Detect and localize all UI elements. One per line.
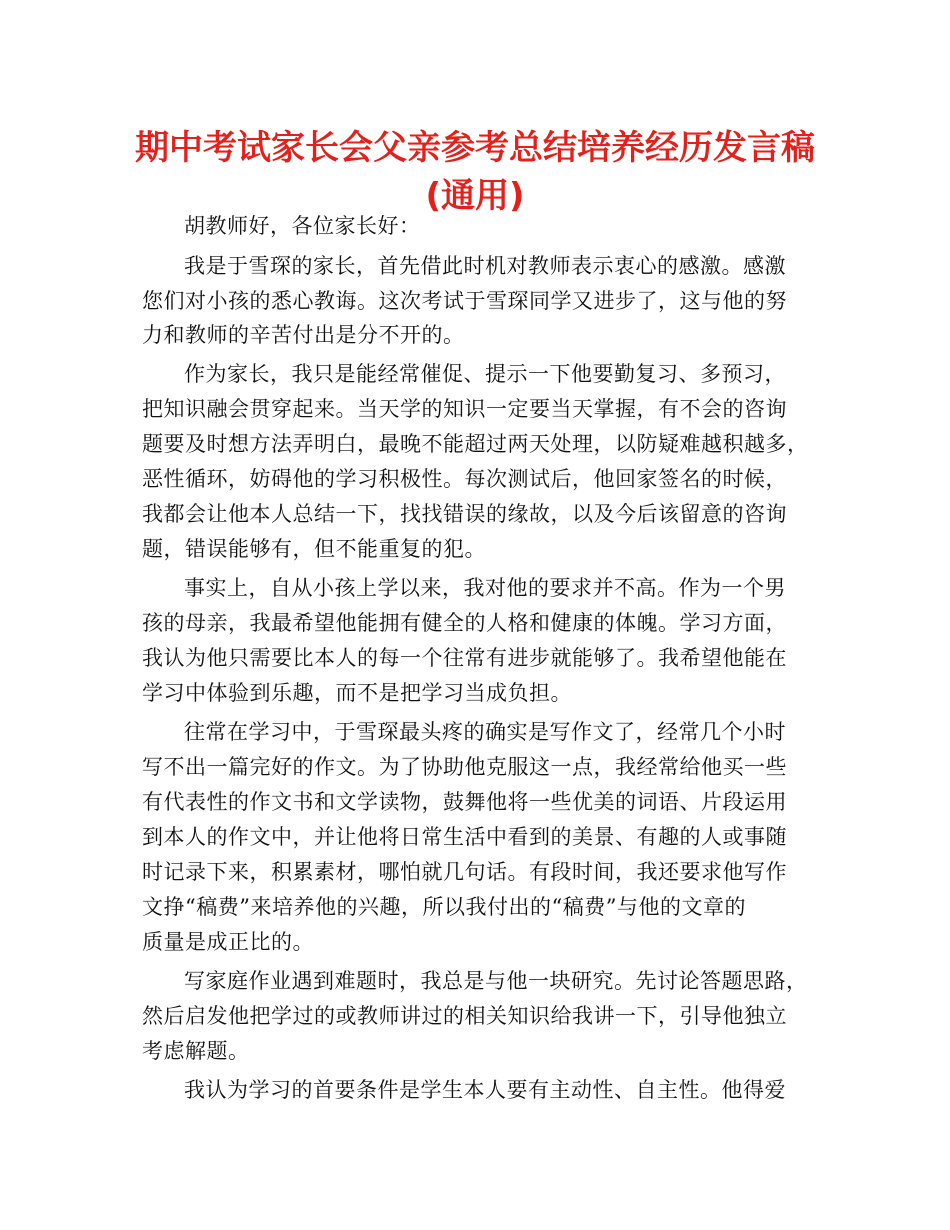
paragraph-line: 孩的母亲，我最希望他能拥有健全的人格和健康的体魄。学习方面， [142, 611, 787, 635]
paragraph-line: 写家庭作业遇到难题时，我总是与他一块研究。先讨论答题思路， [184, 969, 808, 993]
paragraph-line: 时记录下来，积累素材，哪怕就几句话。有段时间，我还要求他写作 [142, 860, 787, 884]
paragraph-line: 文挣“稿费”来培养他的兴趣，所以我付出的“稿费”与他的文章的 [142, 895, 746, 919]
paragraph-line: 质量是成正比的。 [142, 930, 314, 954]
paragraph-line: 力和教师的辛苦付出是分不开的。 [142, 323, 465, 347]
paragraph-line: 然后启发他把学过的或教师讲过的相关知识给我讲一下，引导他独立 [142, 1004, 787, 1028]
paragraph-line: 我是于雪琛的家长，首先借此时机对教师表示衷心的感激。感激 [184, 254, 786, 278]
paragraph-line: 题，错误能够有，但不能重复的犯。 [142, 537, 486, 561]
paragraph-line: 我认为学习的首要条件是学生本人要有主动性、自主性。他得爱 [184, 1078, 786, 1102]
paragraph-line: 学习中体验到乐趣，而不是把学习当成负担。 [142, 681, 572, 705]
paragraph-line: 往常在学习中，于雪琛最头疼的确实是写作文了，经常几个小时 [184, 720, 786, 744]
paragraph-line: 事实上，自从小孩上学以来，我对他的要求并不高。作为一个男 [184, 576, 786, 600]
document-title-line-1: 期中考试家长会父亲参考总结培养经历发言稿 [135, 128, 815, 168]
paragraph-line: 写不出一篇完好的作文。为了协助他克服这一点，我经常给他买一些 [142, 755, 787, 779]
paragraph-line: 您们对小孩的悉心教诲。这次考试于雪琛同学又进步了，这与他的努 [142, 289, 787, 313]
paragraph-line: 有代表性的作文书和文学读物，鼓舞他将一些优美的词语、片段运用 [142, 790, 787, 814]
paragraph-line: 作为家长，我只是能经常催促、提示一下他要勤复习、多预习， [184, 362, 786, 386]
paragraph-line: 考虑解题。 [142, 1039, 250, 1063]
paragraph-line: 我都会让他本人总结一下，找找错误的缘故，以及今后该留意的咨询 [142, 502, 787, 526]
paragraph-line: 到本人的作文中，并让他将日常生活中看到的美景、有趣的人或事随 [142, 825, 787, 849]
paragraph-line: 恶性循环，妨碍他的学习积极性。每次测试后，他回家签名的时候， [142, 467, 787, 491]
document-title-line-2: (通用) [425, 176, 525, 216]
paragraph-line: 胡教师好，各位家长好： [184, 214, 421, 238]
paragraph-line: 把知识融会贯穿起来。当天学的知识一定要当天掌握，有不会的咨询 [142, 397, 787, 421]
paragraph-line: 我认为他只需要比本人的每一个往常有进步就能够了。我希望他能在 [142, 646, 787, 670]
paragraph-line: 题要及时想方法弄明白，最晚不能超过两天处理，以防疑难越积越多， [142, 432, 809, 456]
